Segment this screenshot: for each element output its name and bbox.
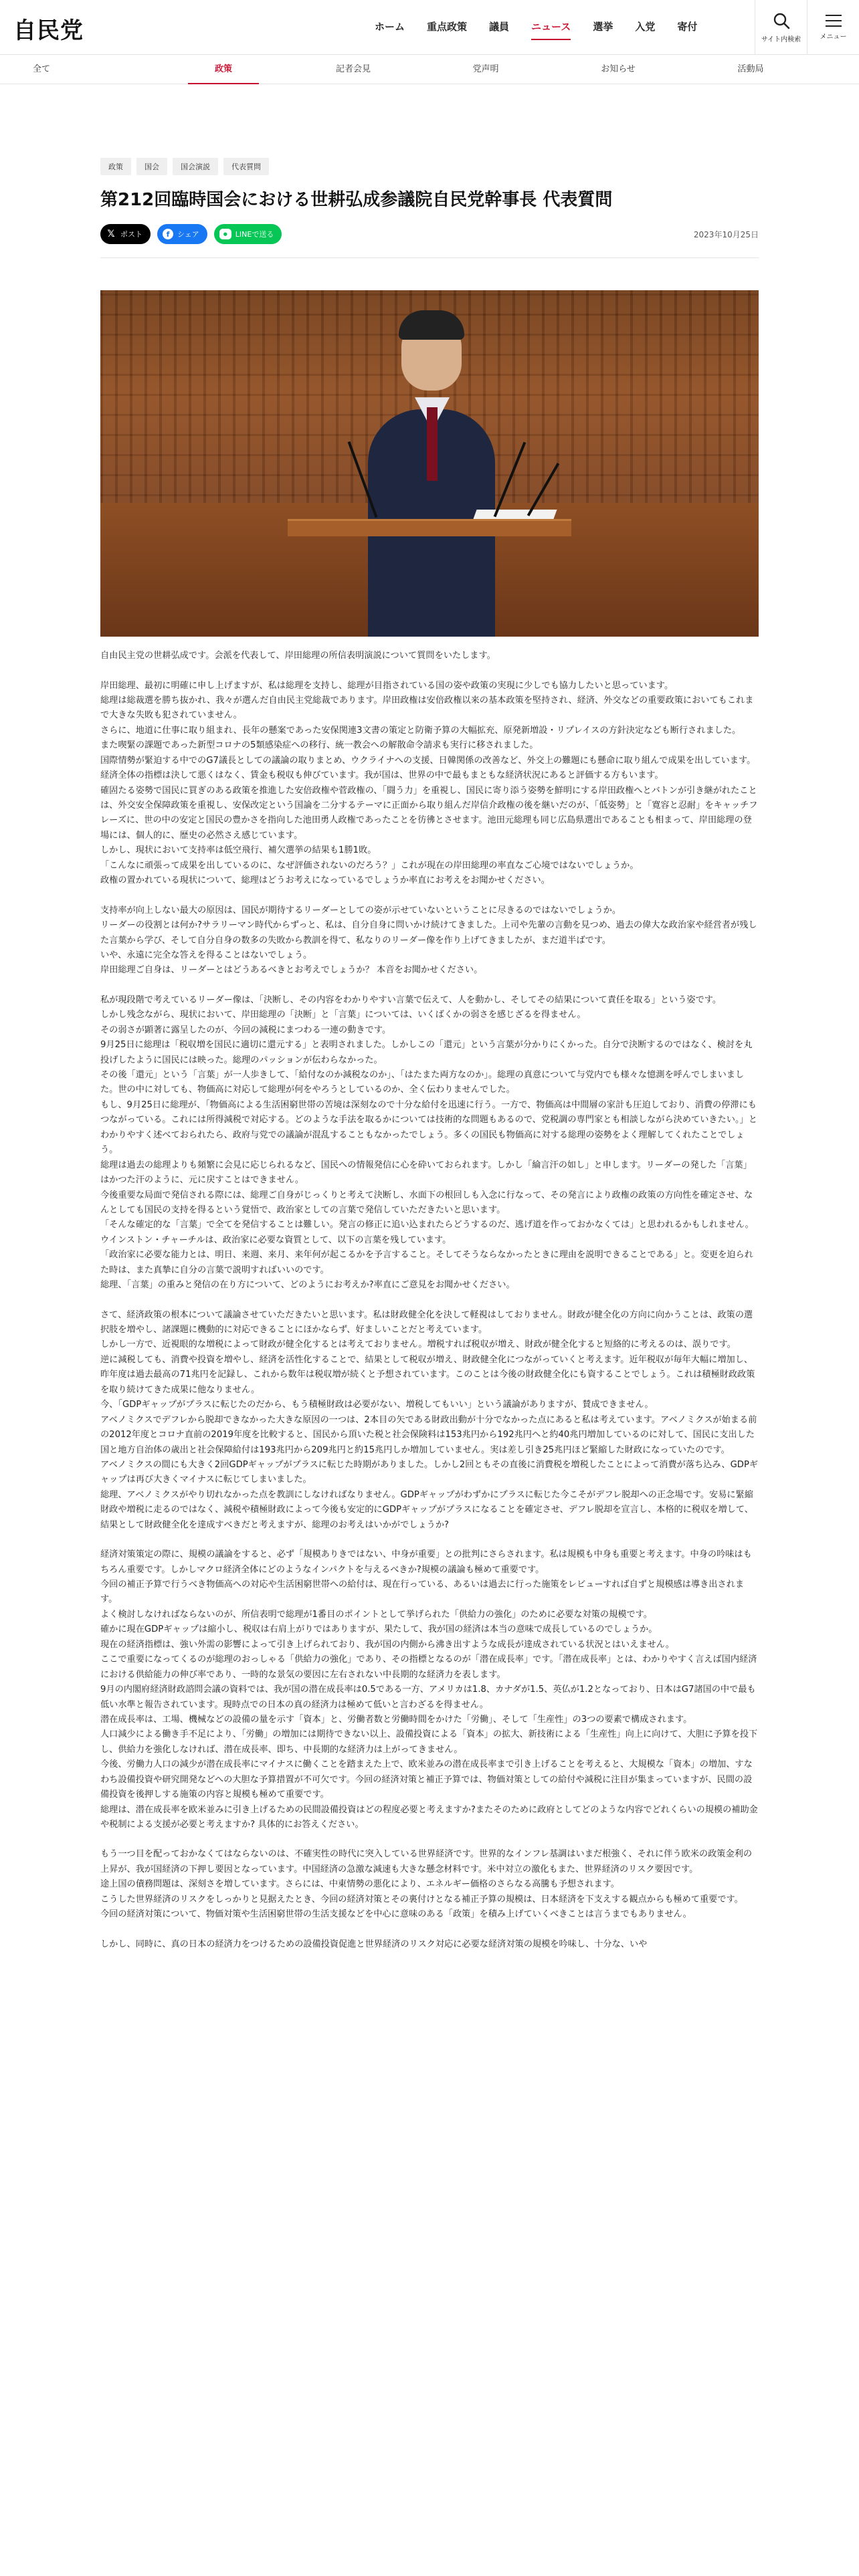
nav-item[interactable]: 重点政策 <box>427 20 468 33</box>
hamburger-icon <box>826 15 842 27</box>
category-tab[interactable]: 記者会見 <box>335 64 371 74</box>
publish-date: 2023年10月25日 <box>693 229 759 239</box>
nav-item[interactable]: ホーム <box>375 20 405 33</box>
article-meta <box>100 224 759 258</box>
category-tab[interactable]: 活動局 <box>737 64 764 74</box>
header-tools <box>755 0 859 55</box>
share-line-button[interactable] <box>214 224 282 244</box>
category-tab[interactable]: 全て <box>32 64 51 74</box>
site-search-button[interactable] <box>755 0 807 55</box>
site-search-label: サイト内検索 <box>761 35 801 43</box>
body-paragraph: 経済対策策定の際に、規模の議論をすると、必ず「規模ありきではない、中身が重要」との批判にさらされます。私は規模も中身も重要と考えます。中身の吟味はもちろん重要です。しかしマクロ経済全体にどのようなインパクトを与えるべきか?規模の議論も極めて重要です。 今回の補正予算で行うべき物価高への対応や生活困窮世帯への給付は、現在行っている、あるいは過去に行った施策をレビューすれば自ずと規模感は導き出されます。 よく検討しなければならないのが、所信表明で総理が1番目のポイントとして挙げられた「供給力の強化」のために必要な対策の規模です。 確かに現在GDPギャップは縮小し、税収は右肩上がりではありますが、果たして、我が国の経済は本当の意味で成長しているのでしょうか。 現在の経済指標は、強い外需の影響によって引き上げられており、我が国の内側から沸き出すような成長が達成されている状況とはいえません。 ここで重要になってくるのが総理のおっしゃる「供給力の強化」であり、その指標となるのが「潜在成長率」です。「潜在成長率」とは、わかりやすく言えば国内経済における供給能力の伸び率であり、一時的な景気の要因に左右されない中長期的な経済力を表します。 9月の内閣府経済財政諮問会議の資料では、我が国の潜在成長率は0.5である一方、アメリカは1.8、カナダが1.5、英仏が1.2となっており、日本はG7諸国の中で最も低い水準と報告されています。現時点での日本の真の経済力は極めて低いと言わざるを得ません。 潜在成長率は、工場、機械などの設備の量を示す「資本」と、労働者数と労働時間をかけた「労働」、そして「生産性」の3つの要素で構成されます。 人口減少による働き手不足により、「労働」の増加には期待できない以上、設備投資による「資本」の拡大、新技術による「生産性」向上に向けて、大胆に予算を投下し、供給力を強化しなければ、潜在成長率、即ち、中長期的な経済力は上がってきません。 今後、労働力人口の減少が潜在成長率にマイナスに働くことを踏まえた上で、欧米並みの潜在成長率まで引き上げることを考えると、大規模な「資本」の増加、すなわち設備投資や研究開発などへの大胆な予算措置が不可欠です。今回の経済対策と補正予算では、物価対策としての給付や減税に注目が集まっていますが、民間の設備投資を後押しする施策の内容と規模も極めて重要です。 総理は、潜在成長率を欧米並みに引き上げるための民間設備投資はどの程度必要と考えますか?またそのために政府としてどのような内容でどれくらいの規模の補助金や税制による支援が必要と考えますか? 具体的にお答えください。 <box>100 1549 758 1830</box>
body-paragraph: もう一つ目を配っておかなくてはならないのは、不確実性の時代に突入している世界経済です。世界的なインフレ基調はいまだ根強く、それに伴う欧米の政策金利の上昇が、我が国経済の下押し要因となっています。中国経済の急激な減速も大きな懸念材料です。米中対立の激化もまた、世界経済のリスク要因です。 途上国の債務問題は、深刻さを増しています。さらには、中東情勢の悪化により、エネルギー価格のさらなる高騰も予想されます。 こうした世界経済のリスクをしっかりと見据えたとき、今回の経済対策とその裏付けとなる補正予算の規模は、日本経済を下支えする観点からも極めて重要です。 今回の経済対策について、物価対策や生活困窮世帯の生活支援などを中心に意味のある「政策」を積み上げていくべきことは言うまでもありません。 <box>100 1849 753 1920</box>
share-facebook-label: シェア <box>177 230 199 239</box>
share-buttons <box>100 224 282 244</box>
body-paragraph: しかし、同時に、真の日本の経済力をつけるための設備投資促進と世界経済のリスク対応に必要な経済対策の規模を吟味し、十分な、いや <box>100 1939 648 1949</box>
menu-button[interactable] <box>807 0 859 55</box>
nav-item[interactable]: ニュース <box>531 19 571 36</box>
main-nav <box>375 0 719 55</box>
article-body <box>100 649 759 1952</box>
speech-papers <box>473 510 557 519</box>
body-paragraph: 自由民主党の世耕弘成です。会派を代表して、岸田総理の所信表明演説について質問をいたします。 <box>100 651 496 661</box>
lectern <box>288 519 571 536</box>
search-icon <box>773 12 790 29</box>
article-tag[interactable]: 国会演説 <box>173 158 218 175</box>
line-logo-icon: ● <box>219 229 231 239</box>
site-header <box>0 0 859 55</box>
body-paragraph: 私が現段階で考えているリーダー像は、「決断し、その内容をわかりやすい言葉で伝えて、人を動かし、そしてその結果について責任を取る」という姿です。 しかし残念ながら、現状において、岸田総理の「決断」と「言葉」については、いくばくかの弱さを感じざるを得ません。 その弱さが顕著に露呈したのが、今回の減税にまつわる一連の動きです。 9月25日に総理は「税収増を国民に適切に還元する」と表明されました。しかしこの「還元」という言葉が分かりにくかった。自分で決断するのではなく、検討を丸投げしたように国民には映った。総理のパッションが伝わらなかった。 その後「還元」という「言葉」が一人歩きして、「給付なのか減税なのか」、「はたまた両方なのか」。総理の真意について与党内でも様々な憶測を呼んでしまいました。世の中に対しても、物価高に対応して総理が何をやろうとしているのか、全く伝わりませんでした。 もし、9月25日に総理が、「物価高による生活困窮世帯の苦境は深刻なので十分な給付を迅速に行う。一方で、物価高は中間層の家計も圧迫しており、消費の停滞にもつながっている。これには所得減税で対応する。どのような手法を取るかについては技術的な問題もあるので、党税調の専門家とも相談しながら決めていきたい。」とわかりやすく述べておられたら、政府与党での議論が混乱することもなかったでしょう。多くの国民も物価高に対する総理の姿勢をよく理解してくれたことでしょう。 総理は過去の総理よりも頻繁に会見に応じられるなど、国民への情報発信に心を砕いておられます。しかし「綸言汗の如し」と申します。リーダーの発した「言葉」はかつた汗のように、元に戻すことはできません。 今後重要な局面で発信される際には、総理ご自身がじっくりと考えて決断し、水面下の根回しも入念に行なって、その発言により政権の政策の方向性を確定させ、なんとしても国民の支持を得るという覚悟で、政治家としての言葉で発信していただきたいと思います。 「そんな確定的な「言葉」で全てを発信することは難しい。発言の修正に追い込まれたらどうするのだ、逃げ道を作っておかなくては」と思われるかもしれません。 ウインストン・チャーチルは、政治家に必要な資質として、以下の言葉を残しています。 「政治家に必要な能力とは、明日、来週、来月、来年何が起こるかを予言すること。そしてそうならなかったときに理由を説明できることである」と。変更を迫られた時は、また真摯に自分の言葉で説明すればいいのです。 総理、「言葉」の重みと発信の在り方について、どのようにお考えか?率直にご意見をお聞かせください。 <box>100 994 757 1291</box>
speaker-hair <box>399 310 464 340</box>
article-tag[interactable]: 政策 <box>100 158 131 175</box>
share-x-button[interactable] <box>100 224 151 244</box>
speaker-tie <box>427 407 438 481</box>
share-x-label: ポスト <box>120 230 142 239</box>
category-tab[interactable]: 政策 <box>215 55 232 84</box>
article <box>100 84 759 1952</box>
x-logo-icon: 𝕏 <box>107 229 115 240</box>
share-facebook-button[interactable] <box>157 224 207 244</box>
nav-item[interactable]: 入党 <box>635 20 656 33</box>
nav-item[interactable]: 寄付 <box>677 20 698 33</box>
article-photo <box>100 290 759 637</box>
article-title: 第212回臨時国会における世耕弘成参議院自民党幹事長 代表質問 <box>100 190 613 210</box>
article-tag[interactable]: 国会 <box>136 158 167 175</box>
nav-item[interactable]: 選挙 <box>593 20 613 33</box>
body-paragraph: 支持率が向上しない最大の原因は、国民が期待するリーダーとしての姿が示せていないということに尽きるのではないでしょうか。 リーダーの役割とは何か?サラリーマン時代からずっと、私は、自分自身に問いかけ続けてきました。上司や先輩の言動を見つめ、過去の偉大な政治家や経営者が残した言葉から学び、そして自分自身の数多の失敗から教訓を得て、私なりのリーダー像を作り上げてきましたが、まだ道半ばです。 いや、永遠に完全な答えを得ることはないでしょう。 岸田総理ご自身は、リーダーとはどうあるべきとお考えでしょうか？ 本音をお聞かせください。 <box>100 905 757 976</box>
facebook-logo-icon: f <box>163 229 173 239</box>
body-paragraph: 岸田総理、最初に明確に申し上げますが、私は総理を支持し、総理が目指されている国の姿や政策の実現に少しでも協力したいと思っています。 総理は総裁選を勝ち抜かれ、我々が選んだ自由民主党総裁であります。岸田政権は安倍政権以来の基本政策を堅持され、経済、外交などの重要政策においてもこれまで大きな失敗も犯されていません。 さらに、地道に仕事に取り組まれ、長年の懸案であった安保関連3文書の策定と防衛予算の大幅拡充、原発新増設・リプレイスの方針決定なども断行されました。 また喫緊の課題であった新型コロナの5類感染症への移行、統一教会への解散命令請求も実行に移されました。 国際情勢が緊迫する中でのG7議長としての議論の取りまとめ、ウクライナへの支援、日韓関係の改善など、外交上の難題にも懸命に取り組んで成果を出しています。経済全体の指標は決して悪くはなく、賃金も税収も伸びています。我が国は、世界の中で最もまともな経済状況にあると評価する方もいます。 確固たる姿勢で国民に買ぎのある政策を推進した安倍政権や菅政権の、「闘う力」を重視し、国民に寄り添う姿勢を鮮明にする岸田政権へとバトンが引き継がれたことは、外交安全保障政策を重視し、安保改定という国論を二分するテーマに正面から取り組んだ岸信介政権の後を継いだのが、「低姿勢」と「寛容と忍耐」をキャッチフレーズに、世の中の安定と国民の豊かさを指向した池田勇人政権であったことを彷彿とさせます。池田元総理も同じ広島県選出であることも相まって、岸田総理の登場には、個人的に、歴史の必然さえ感じています。 しかし、現状において支持率は低空飛行、補欠選挙の結果も1勝1敗。 「こんなに頑張って成果を出しているのに、なぜ評価されないのだろう？」これが現在の岸田総理の率直なご心境ではないでしょうか。 政権の置かれている現状について、総理はどうお考えになっているでしょうか率直にお考えをお聞かせください。 <box>100 680 758 886</box>
article-tag[interactable]: 代表質問 <box>223 158 269 175</box>
category-tab[interactable]: 党声明 <box>472 64 499 74</box>
category-tab[interactable]: お知らせ <box>601 64 636 74</box>
body-paragraph: さて、経済政策の根本について議論させていただきたいと思います。私は財政健全化を決して軽視はしておりません。財政が健全化の方向に向かうことは、政策の選択肢を増やし、諸課題に機動的に対応できることにほかならず、好ましいことだと考えています。 しかし一方で、近視眼的な増税によって財政が健全化するとは考えておりません。増税すれば税収が増え、財政が健全化すると短絡的に考えるのは、誤りです。 逆に減税しても、消費や投資を増やし、経済を活性化することで、結果として税収が増え、財政健全化につながっていくと考えます。近年税収が毎年大幅に増加し、昨年度は過去最高の71兆円を記録し、これから数年は税収増が続くと予想されています。このことは今後の財政健全化にも資することでしょう。これは積極財政政策を取り続けてきた成果に他なりません。 今、「GDPギャップがプラスに転じたのだから、もう積極財政は必要がない、増税してもいい」という議論がありますが、賛成できません。 アベノミクスでデフレから脱却できなかった大きな原因の一つは、2本目の矢である財政出動が十分でなかった点にあると私は考えています。アベノミクスが始まる前の2012年度とコロナ直前の2019年度を比較すると、国民から頂いた税と社会保険料は153兆円から192兆円へと約40兆円増加しているのに対して、国民に支出した国と地方自治体の歳出と社会保障給付は193兆円から209兆円と約15兆円しか増加していません。実は差し引き25兆円ほど緊縮した財政になっていたのです。 アベノミクスの間にも大きく2回GDPギャップがプラスに転じた時期がありました。しかし2回ともその直後に消費税を増税したことによって消費が落ち込み、GDPギャップは再び大きくマイナスに転じてしまいました。 総理、アベノミクスがやり切れなかった点を教訓にしなければなりません。GDPギャップがわずかにプラスに転じた今こそがデフレ脱却への正念場です。安易に緊縮財政や増税に走るのではなく、減税や積極財政によって今後も安定的にGDPギャップがプラスになることを確定させ、デフレ脱却を宣言し、本格的に税収を増して、結果として財政健全化を達成すべきだと考えますが、総理のお考えはいかがでしょうか? <box>100 1309 759 1530</box>
menu-label: メニュー <box>820 33 847 41</box>
nav-item[interactable]: 議員 <box>489 20 510 33</box>
site-logo[interactable]: 自民党 <box>13 17 84 44</box>
tag-list <box>100 158 759 175</box>
category-nav <box>0 55 859 84</box>
share-line-label: LINEで送る <box>235 230 274 239</box>
